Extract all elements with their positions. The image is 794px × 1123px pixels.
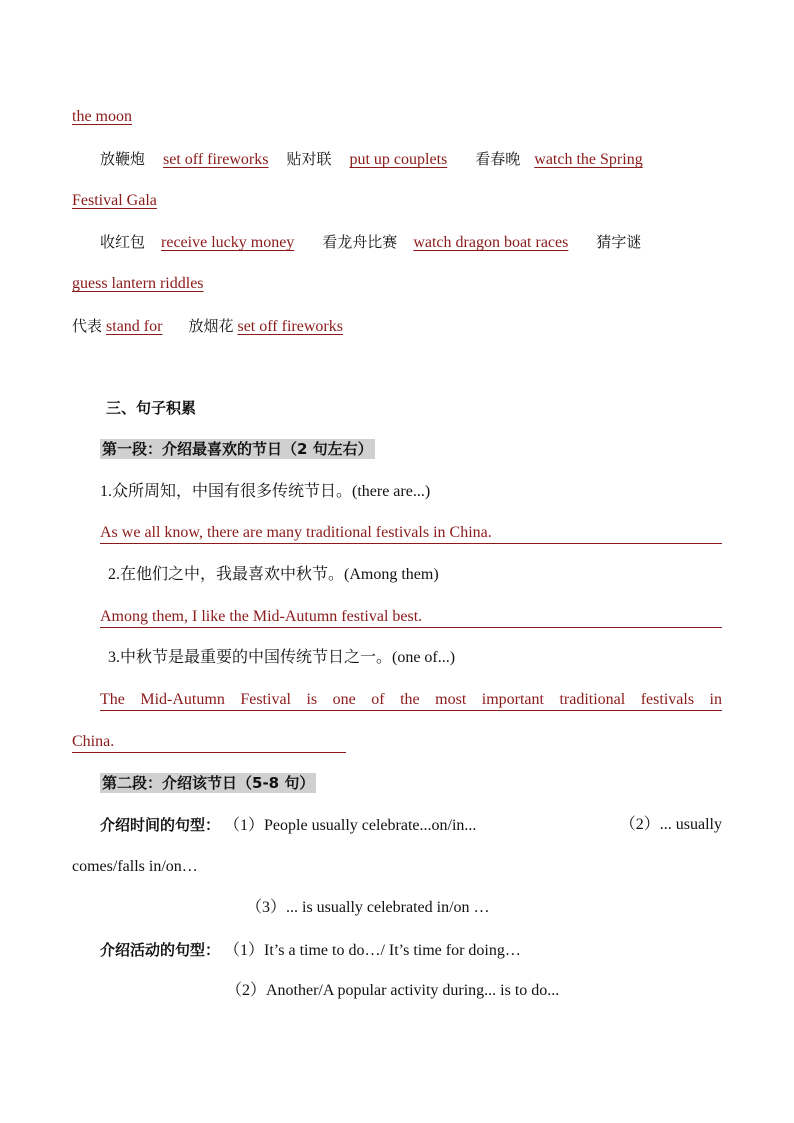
vocab-answer: the moon [72, 108, 132, 125]
activity-label: 介绍活动的句型： [100, 941, 221, 959]
time-patterns [100, 814, 722, 837]
prompt-2: 2.在他们之中，我最喜欢中秋节。(Among them) [108, 566, 439, 583]
vocab-prompt: 放鞭炮 [100, 150, 146, 168]
vocab-answer: watch the Spring [534, 151, 643, 168]
vocab-answer: Festival Gala [72, 192, 157, 209]
vocab-prompt: 放烟花 [188, 317, 234, 335]
answer-1: As we all know, there are many traditional festivals in China. [100, 522, 722, 544]
vocab-line-5 [72, 273, 722, 295]
activity-pattern-2: （2）Another/A popular activity during... is to do... [226, 982, 560, 999]
vocab-answer: watch dragon boat races [413, 234, 569, 251]
vocab-prompt: 猜字谜 [596, 233, 642, 251]
vocab-answer: stand for [106, 318, 163, 335]
vocab-answer: guess lantern riddles [72, 275, 204, 292]
vocab-prompt: 收红包 [100, 233, 146, 251]
time-pattern-2: （2）... usually [619, 816, 722, 833]
time-pattern-1: （1）People usually celebrate...on/in... [224, 817, 477, 834]
vocab-answer: receive lucky money [161, 234, 295, 251]
answer-3a: The Mid-Autumn Festival is one of the most important traditional festivals in [100, 689, 722, 711]
vocab-answer: set off fireworks [163, 151, 269, 168]
vocab-prompt: 贴对联 [286, 150, 332, 168]
vocab-prompt: 看龙舟比赛 [322, 233, 398, 251]
answer-3b: China. [72, 731, 346, 753]
prompt-3: 3.中秋节是最重要的中国传统节日之一。(one of...) [108, 649, 456, 666]
para1-heading: 第一段：介绍最喜欢的节日（2 句左右） [102, 440, 373, 458]
section-title: 三、句子积累 [106, 399, 197, 417]
vocab-line-6 [72, 315, 722, 338]
answer-2: Among them, I like the Mid-Autumn festival best. [100, 606, 722, 628]
time-pattern-3: （3）... is usually celebrated in/on … [246, 899, 490, 916]
activity-patterns [100, 939, 722, 962]
para2-heading: 第二段：介绍该节日（5-8 句） [102, 774, 315, 792]
vocab-line-2 [72, 148, 722, 171]
time-label: 介绍时间的句型： [100, 816, 221, 834]
time-pattern-2b: comes/falls in/on… [72, 858, 198, 875]
activity-pattern-1: （1）It’s a time to do…/ It’s time for doing… [224, 942, 521, 959]
vocab-answer: set off fireworks [237, 318, 343, 335]
vocab-line-3 [72, 190, 722, 212]
vocab-prompt: 代表 [72, 317, 103, 335]
vocab-answer: put up couplets [349, 151, 448, 168]
prompt-1: 1.众所周知，中国有很多传统节日。(there are...) [100, 483, 431, 500]
vocab-prompt: 看春晚 [475, 150, 521, 168]
vocab-line-1 [72, 106, 722, 128]
vocab-line-4 [72, 231, 722, 254]
